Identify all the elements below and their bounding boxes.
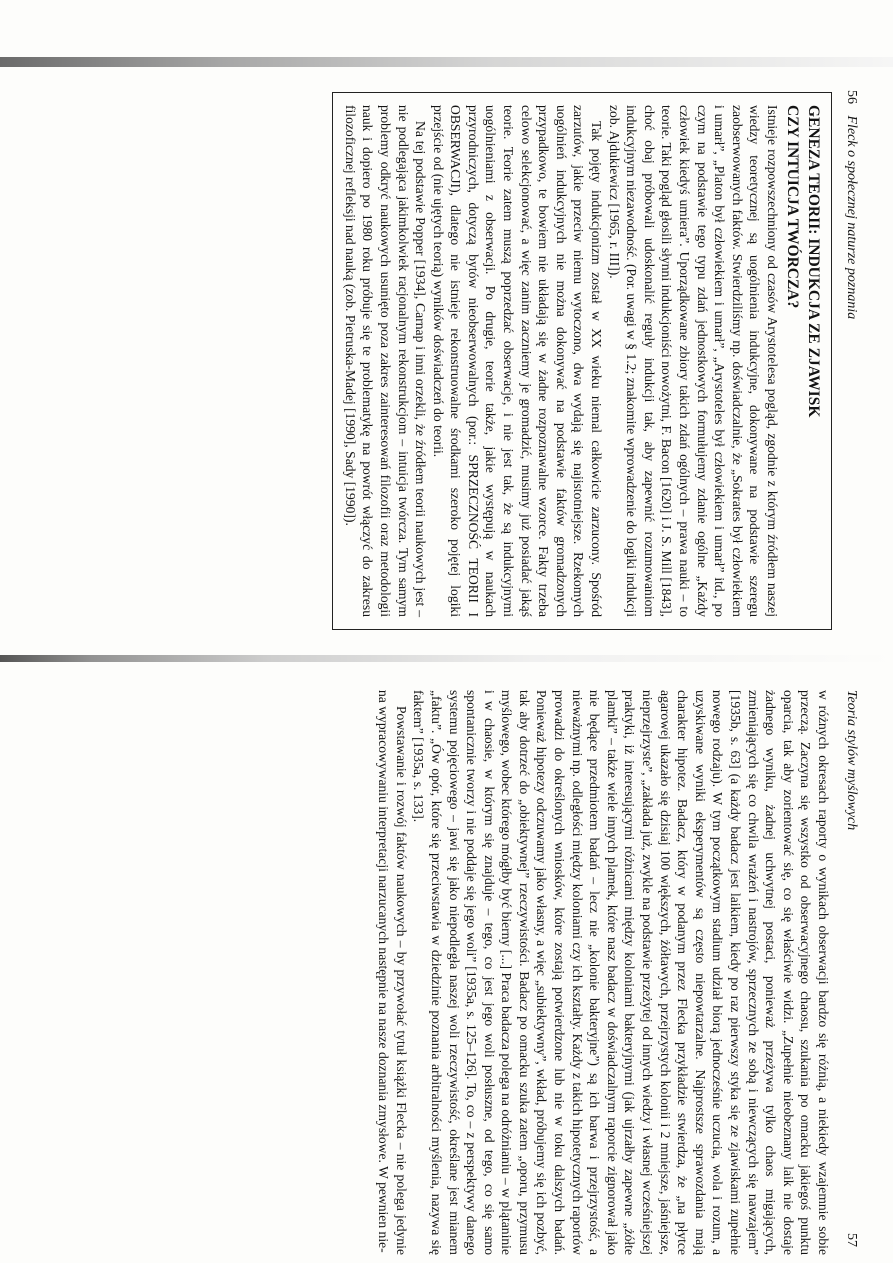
- running-title: Fleck o społecznej naturze poznania: [844, 115, 859, 320]
- body-paragraph: w różnych okresach raporty o wynikach obserwacji bardzo się różnią, a niekiedy wzajemnie sobie przeczą. Zaczyna się wszystko od obserwacyjnego chaosu, szukania po omacku jakiegoś punktu oparcia, tak aby zorientować się, co się właściwie widzi. „Zupełnie nieobeznany laik nie dostaje żadnego wyniku, żadnej uchwytnej postaci, ponieważ przeżywa tylko chaos migających, zmieniających się co chwila wrażeń i nastrojów, sprzecznych ze sobą i niewczących się nawzajem” [1935b, s. 63] (a każdy badacz jest laikiem, kiedy po raz pierwszy styka się ze zjawiskami zupełnie nowego rodzaju). W tym początkowym stadium udział biorą jednocześnie uczucia, wola i rozum, a uzyskiwane wyniki eksperymentów są często niepowtarzalne. Najprostsze sprawozdania mają charakter hipotez. Badacz, który w podanym przez Flecka przykładzie stwierdza, że „na płytce agarowej ukazało się dzisiaj 100 większych, żółtawych, przejrzystych kolonii i 2 mniejsze, jaśniejsze, nieprzejrzyste”, „zakłada już, zwykle na podstawie przeżytej od innych wiedzy i własnej wcześniejszej praktyki, iż interesującymi różnicami między koloniami bakteryjnymi (jak ujrzałby zapewne „żółte plamki” – także wiele innych plamek, które nasz badacz w doświadczalnym raporcie zignorował jako nie będące przedmiotem badań – lecz nie „kolonie bakteryjne”) są ich barwa i przejrzystość, a nieważnymi np. odległości między koloniami czy ich kształty. Każdy z takich hipotetycznych raportów prowadzi do określonych wniosków, które zostają potwierdzone lub nie w toku dalszych badań. Ponieważ hipotezy odczuwamy jako własny, a więc „subiektywny”, wkład, próbujemy się ich pozbyć, tak aby dotrzeć do „obiektywnej” rzeczywistości. Badacz po omacku szuka zatem „oporu, przymusu myślowego, wobec którego mógłby być bierny [...] Praca badacza polega na odróżnianiu – w plątaninie i w chaosie, w którym się znajduje – tego, co jest jego woli posłuszne, od tego, co się samo spontanicznie tworzy i nie poddaje się jego woli” [1935a, s. 125–126]. To, co – z perspektywy danego systemu pojęciowego – jawi się jako niepodległa naszej woli rzeczywistość, określane jest mianem „faktu”. „Ów opór, które się przeciwstawia w dziedzinie poznania arbitralności myślenia, nazywa się faktem” [1935a, s. 133].: [411, 690, 831, 1255]
- page-56: [125, 90, 860, 660]
- page-57: [115, 690, 860, 1255]
- box-paragraph: Tak pojęty indukcjonizm został w XX wieku niemal całkowicie zarzucony. Spośród zarzutów, jakie przeciw niemu wytoczono, dwa wydają się najistotniejsze. Rzekomych uogólnień indukcyjnych nie można dokonywać na podstawie faktów gromadzonych przypadkowo, te bowiem nie układają się w żadne rozpoznawalne wzorce. Fakty trzeba celowo selekcjonować, a więc zanim zaczniemy je gromadzić, musimy już posiadać jakąś teorie. Teorie zatem muszą poprzedzać obserwacje, i nie jest tak, że są indukcyjnymi uogólnieniami z obserwacji. Po drugie, teorie także, jakie występują w naukach przyrodniczych, dotyczą bytów nieobserwowalnych (por.: SPRZECZNOŚĆ TEORII I OBSERWACJI), dlatego nie istnieje rekonstruowalne środkami szeroko pojętej logiki przejście od (nie ujętych teorią) wyników doświadczeń do teorii.: [430, 105, 605, 617]
- sidebar-box: [332, 92, 832, 630]
- body-text: [375, 690, 832, 1255]
- page-number: 57: [844, 1233, 859, 1247]
- running-title: Teoria stylów myślowych: [844, 690, 859, 831]
- box-paragraph: Istnieje rozpowszechniony od czasów Arystotelesa pogląd, zgodnie z którym źródłem naszej wiedzy teoretycznej są uogólnienia indukcyjne, dokonywane na podstawie szeregu zaobserwowanych faktów. Stwierdziliśmy np. doświadczalnie, że „Sokrates był człowiekiem i umarł”, „Platon był człowiekiem i umarł”, „Arystoteles był człowiekiem i umarł” itd., po czym na podstawie tego typu zdań jednostkowych formułujemy zdanie ogólne „Każdy człowiek kiedyś umiera”. Uporządkowane zbiory takich zdań ogólnych – prawa nauki – to teorie. Taki pogląd głosili słynni indukcjoniści nowożytni, F. Bacon [1620] i J. S. Mill [1843], choć obaj próbowali udoskonalić reguły indukcji tak, aby zapewnić rozumowaniom indukcyjnym niezawodność. (Por. uwagi w § 1.2; znakomite wprowadzenie do logiki indukcji zob. Ajdukiewicz [1965, r. III]).: [606, 105, 780, 617]
- body-paragraph: Powstawanie i rozwój faktów naukowych – by przywołać tytuł książki Flecka – nie polega jedynie na wypracowywaniu interpretacji narzucanych następnie na nasze doznania zmysłowe. W pewnien nie-: [376, 690, 409, 1255]
- running-head-57: [842, 690, 860, 1255]
- scan-edge-shadow-top: [0, 57, 893, 67]
- box-subheading: CZY INTUICJA TWÓRCZA?: [784, 105, 801, 309]
- box-paragraph: Na tej podstawie Popper [1934], Carnap i inni orzekli, że źródłem teorii naukowych jest – nie podlegająca jakimkolwiek racjonalnym rekonstrukcjom – intuicja twórcza. Tym samym problemy odkryć naukowych usunięto poza zakres zainteresowań filozofii oraz metodologii nauk i dopiero po 1980 roku próbuje się te problematykę na powrót włączyć do zakresu filozoficznej refleksji nad nauką (zob. Pietruska-Madej [1990], Sady [1990]).: [342, 105, 429, 617]
- box-heading: GENEZA TEORII: INDUKCJA ZE ZJAWISK: [805, 105, 822, 418]
- running-head-56: [842, 90, 860, 660]
- page-number: 56: [844, 90, 859, 104]
